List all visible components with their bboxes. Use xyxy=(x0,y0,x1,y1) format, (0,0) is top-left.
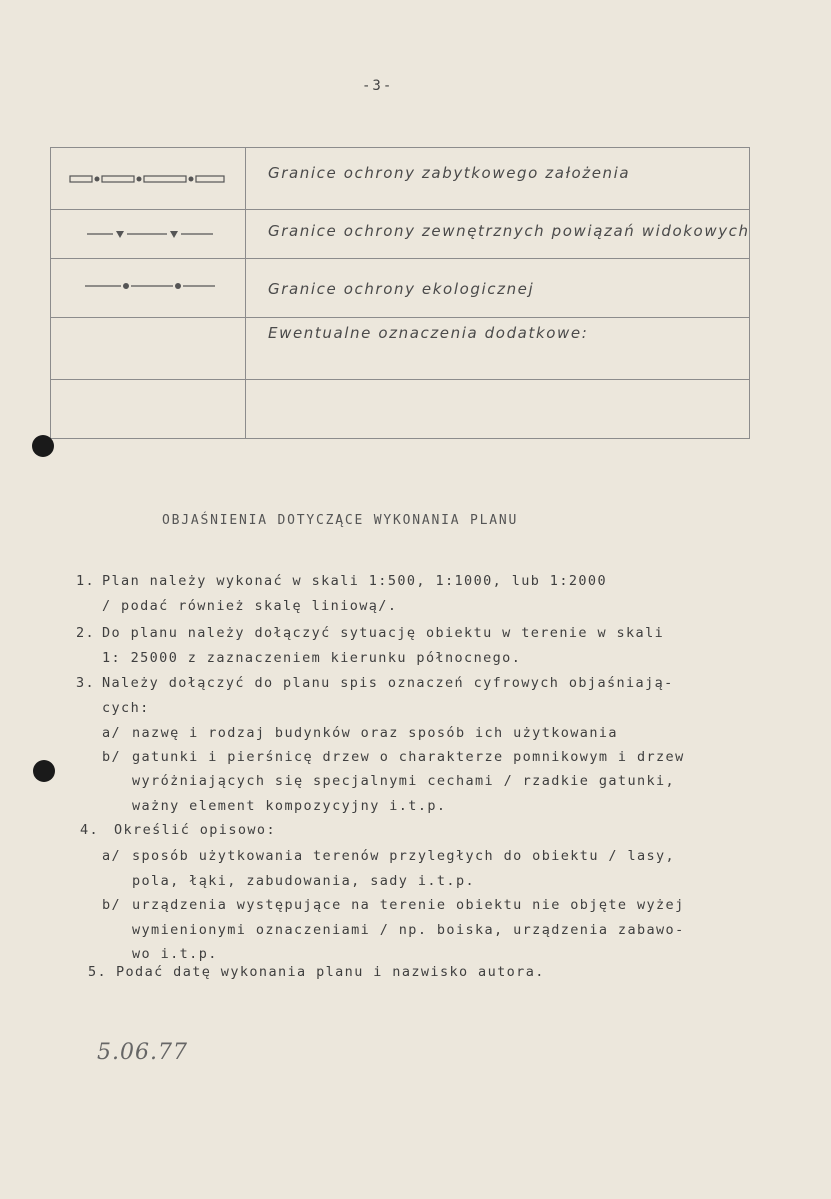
legend-symbol-ecological-boundary xyxy=(50,266,245,306)
legend-symbol-heritage-boundary xyxy=(50,159,245,199)
legend-label: Granice ochrony zewnętrznych powiązań widokowych xyxy=(268,222,750,240)
dot-line-icon xyxy=(73,280,223,292)
punch-hole xyxy=(32,435,54,457)
item-number: 3. xyxy=(76,675,96,691)
item-text-continued: cych: xyxy=(102,700,150,716)
item-text: Określić opisowo: xyxy=(114,822,276,838)
item-number: 5. xyxy=(88,964,108,980)
item-number: 1. xyxy=(76,573,96,589)
item-text: Należy dołączyć do planu spis oznaczeń cyfrowych objaśniają- xyxy=(102,675,674,691)
sub-item xyxy=(102,897,685,913)
list-item xyxy=(76,573,607,589)
legend-label: Ewentualne oznaczenia dodatkowe: xyxy=(268,324,589,342)
sub-item-text-continued: wo i.t.p. xyxy=(132,946,218,962)
sub-item-text-continued: pola, łąki, zabudowania, sady i.t.p. xyxy=(132,873,475,889)
list-item xyxy=(88,964,545,980)
table-divider xyxy=(50,379,750,380)
sub-item-text: nazwę i rodzaj budynków oraz sposób ich użytkowania xyxy=(132,725,618,741)
sub-item-letter: b/ xyxy=(102,749,122,765)
table-divider xyxy=(50,317,750,318)
table-border-right xyxy=(749,147,750,439)
sub-item xyxy=(102,749,685,765)
item-text: Podać datę wykonania planu i nazwisko autora. xyxy=(116,964,545,980)
sub-item-letter: a/ xyxy=(102,848,122,864)
sub-item-letter: b/ xyxy=(102,897,122,913)
legend-symbol-view-boundary xyxy=(50,214,245,254)
sub-item-text: sposób użytkowania terenów przyległych do obiektu / lasy, xyxy=(132,848,676,864)
sub-item-letter: a/ xyxy=(102,725,122,741)
list-item xyxy=(80,822,276,838)
list-item xyxy=(76,625,664,641)
item-text-continued: 1: 25000 z zaznaczeniem kierunku północnego. xyxy=(102,650,522,666)
triangle-line-icon xyxy=(73,228,223,240)
table-border-bottom xyxy=(50,438,750,439)
sub-item-text: urządzenia występujące na terenie obiektu nie objęte wyżej xyxy=(132,897,685,913)
instructions-heading: OBJAŚNIENIA DOTYCZĄCE WYKONANIA PLANU xyxy=(162,513,519,528)
sub-item-text-continued: wymienionymi oznaczeniami / np. boiska, urządzenia zabawo- xyxy=(132,922,685,938)
sub-item xyxy=(102,848,675,864)
item-number: 4. xyxy=(80,822,100,838)
legend-label: Granice ochrony zabytkowego założenia xyxy=(268,164,631,182)
table-divider xyxy=(50,258,750,259)
legend-table xyxy=(50,147,750,439)
handwritten-date: 5.06.77 xyxy=(97,1040,188,1065)
sub-item-text-continued: wyróżniających się specjalnymi cechami / rzadkie gatunki, xyxy=(132,773,676,789)
item-number: 2. xyxy=(76,625,96,641)
item-text: Plan należy wykonać w skali 1:500, 1:1000, lub 1:2000 xyxy=(102,573,607,589)
page-number: -3- xyxy=(362,78,394,94)
table-column-divider xyxy=(245,147,246,439)
sub-item-text: gatunki i pierśnicę drzew o charakterze pomnikowym i drzew xyxy=(132,749,685,765)
table-border-top xyxy=(50,147,750,148)
item-text: Do planu należy dołączyć sytuację obiektu w terenie w skali xyxy=(102,625,665,641)
sub-item-text-continued: ważny element kompozycyjny i.t.p. xyxy=(132,798,447,814)
legend-label: Granice ochrony ekologicznej xyxy=(268,280,535,298)
list-item xyxy=(76,675,674,691)
table-divider xyxy=(50,209,750,210)
item-text-continued: / podać również skalę liniową/. xyxy=(102,598,398,614)
sub-item xyxy=(102,725,618,741)
punch-hole xyxy=(33,760,55,782)
dashed-rectangle-line-icon xyxy=(68,173,228,185)
